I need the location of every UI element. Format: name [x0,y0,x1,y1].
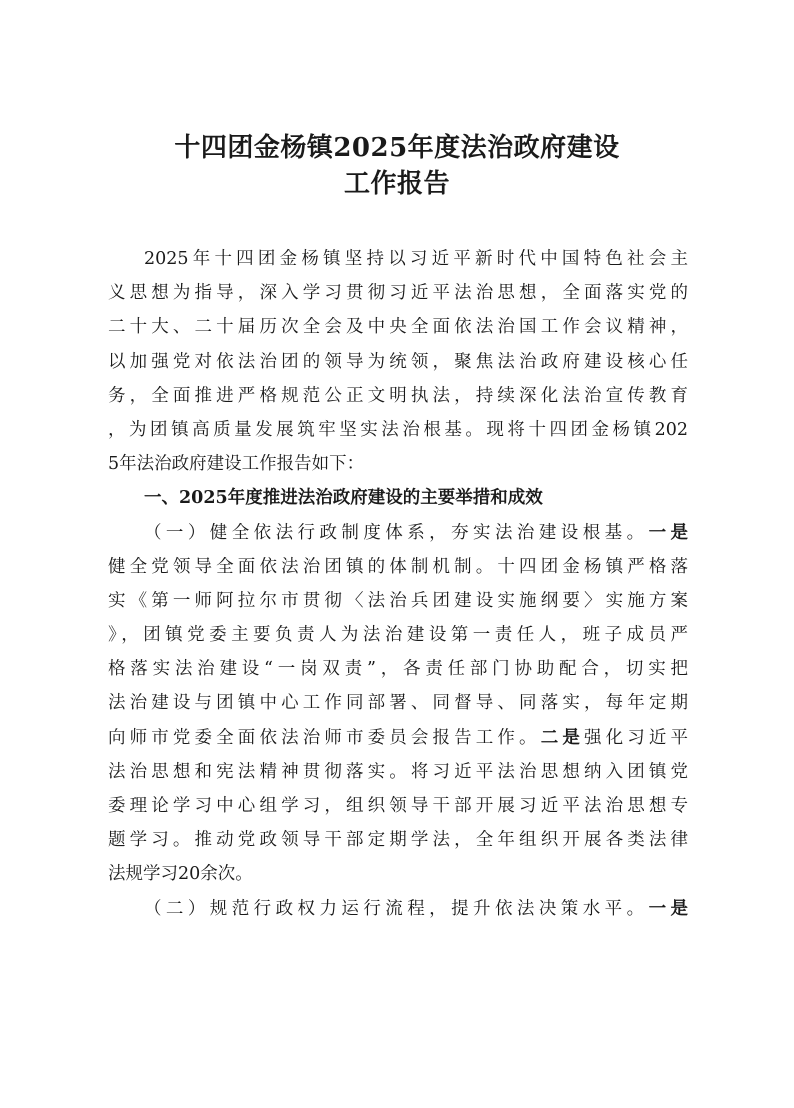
intro-line: 义思想为指导，深入学习贯彻习近平法治思想，全面落实党的 [108,283,688,304]
subsection-1-line: 实《第一师阿拉尔市贯彻〈法治兵团建设实施纲要〉实施方案 [108,590,688,611]
document-title-line-2: 工作报告 [343,169,450,199]
subsection-1-heading: （一）健全依法行政制度体系，夯实法治建设根基。 [144,522,649,543]
document-body [108,242,688,926]
subsection-1-line: 题学习。推动党政领导干部定期学法，全年组织开展各类法律 [108,830,688,851]
subsection-1-line: 法规学习20余次。 [108,864,253,885]
subsection-1-line: 法治建设与团镇中心工作同部署、同督导、同落实，每年定期 [108,693,688,714]
point-one-marker: 一是 [648,898,688,919]
subsection-1-line: 》，团镇党委主要负责人为法治建设第一责任人，班子成员严 [108,625,688,646]
section-1-heading: 一、2025年度推进法治政府建设的主要举措和成效 [144,488,543,509]
subsection-1-line: 委理论学习中心组学习，组织领导干部开展习近平法治思想专 [108,796,688,816]
intro-line: 以加强党对依法治团的领导为统领，聚焦法治政府建设核心任 [108,351,688,372]
point-two-marker: 二是 [540,727,584,748]
subsection-1-line-mixed [108,721,688,755]
subsection-1-text: 强化习近平 [583,727,688,748]
intro-line: 5年法治政府建设工作报告如下： [108,454,365,475]
subsection-1-text: 向师市党委全面依法治师市委员会报告工作。 [108,727,541,748]
intro-line: 2025年十四团金杨镇坚持以习近平新时代中国特色社会主 [144,249,688,269]
document-title-line-1: 十四团金杨镇2025年度法治政府建设 [174,133,620,163]
intro-line: 务，全面推进严格规范公正文明执法，持续深化法治宣传教育 [108,385,688,406]
subsection-1-line: 健全党领导全面依法治团镇的体制机制。十四团金杨镇严格落 [108,556,688,577]
subsection-1-line: 格落实法治建设“一岗双责”，各责任部门协助配合，切实把 [108,659,688,680]
point-one-marker: 一是 [648,522,688,543]
subsection-2-first-line [108,892,688,926]
subsection-1-first-line [108,516,688,550]
subsection-2-heading: （二）规范行政权力运行流程，提升依法决策水平。 [144,898,649,919]
intro-line: ，为团镇高质量发展筑牢坚实法治根基。现将十四团金杨镇202 [108,419,688,440]
subsection-1-line: 法治思想和宪法精神贯彻落实。将习近平法治思想纳入团镇党 [108,761,688,782]
intro-line: 二十大、二十届历次全会及中央全面依法治国工作会议精神， [108,317,688,338]
